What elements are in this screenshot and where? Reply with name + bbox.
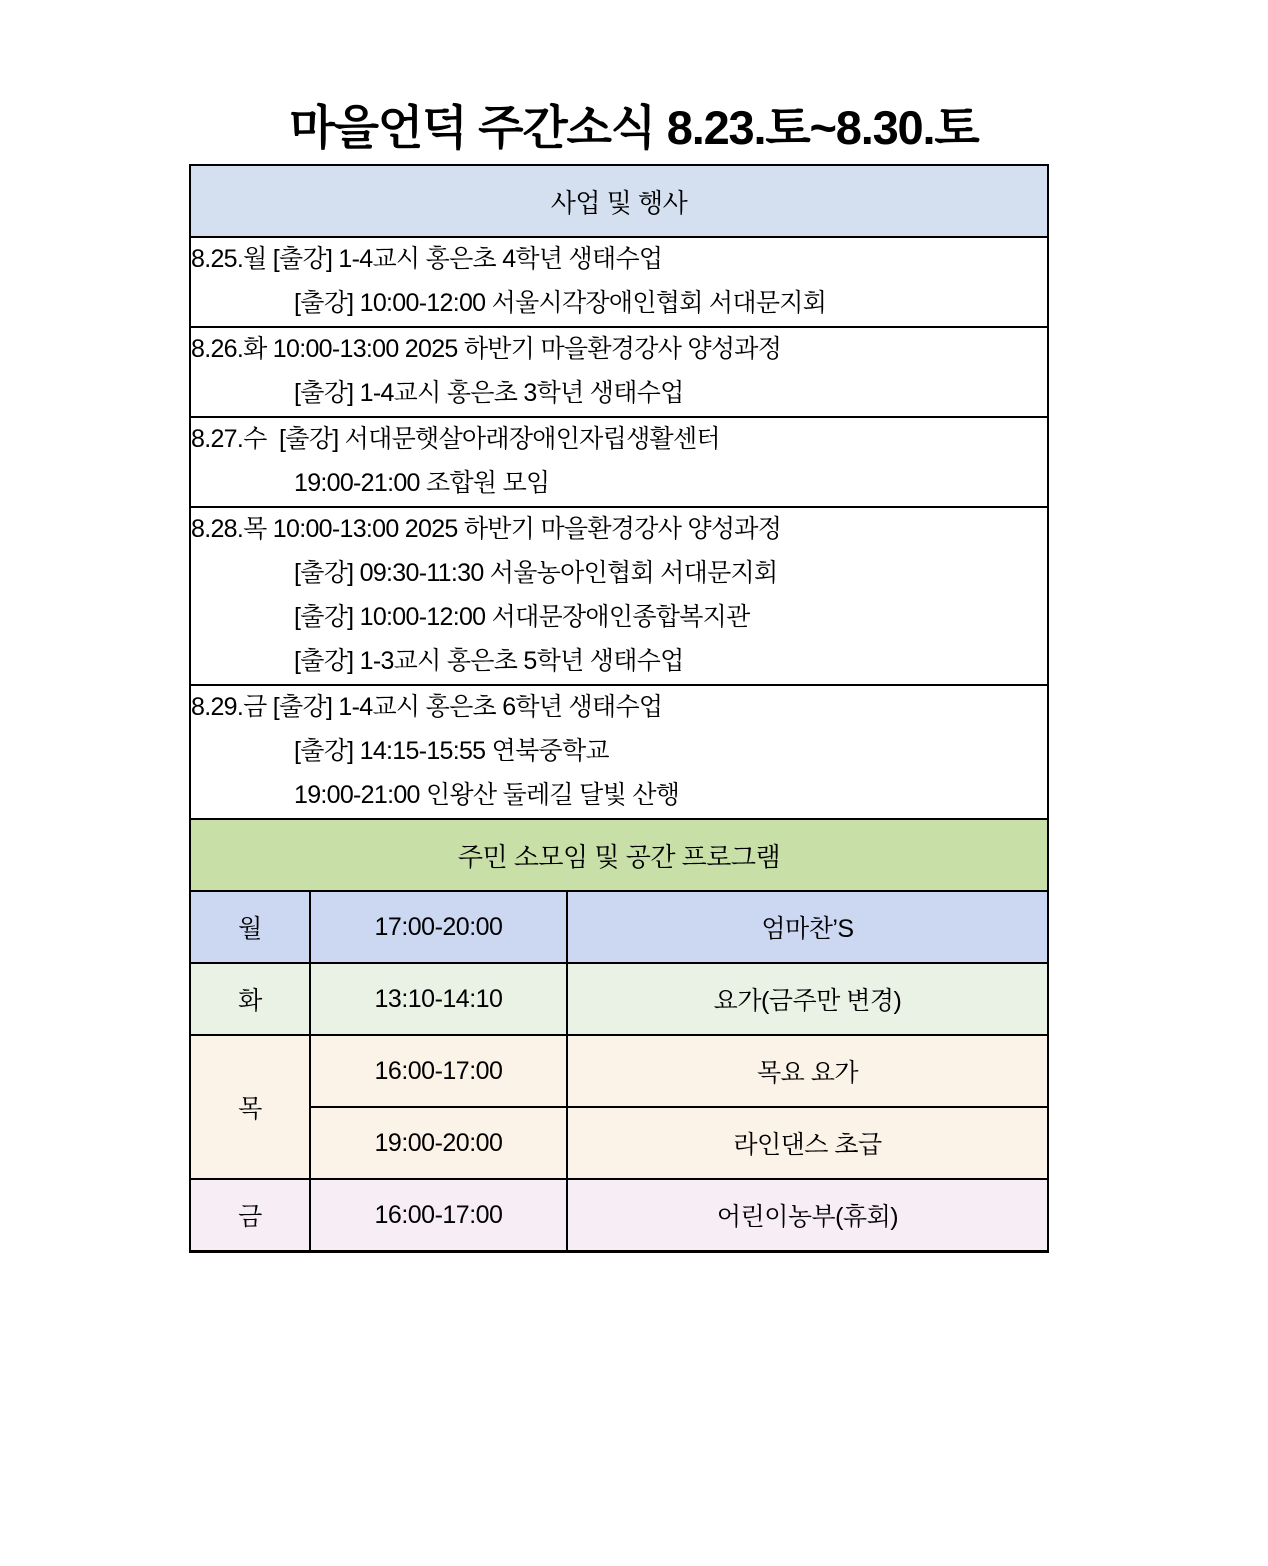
program-title: 요가(금주만 변경) — [567, 963, 1048, 1035]
program-time: 13:10-14:10 — [310, 963, 567, 1035]
event-line: [출강] 1-4교시 홍은초 3학년 생태수업 — [294, 379, 684, 407]
event-line: [출강] 1-3교시 홍은초 5학년 생태수업 — [294, 647, 684, 675]
event-block-0825 — [190, 237, 1048, 327]
program-row-fri — [190, 1179, 1048, 1252]
event-block-0826 — [190, 327, 1048, 417]
programs-section-header: 주민 소모임 및 공간 프로그램 — [190, 819, 1048, 891]
event-line: 8.25.월 [출강] 1-4교시 홍은초 4학년 생태수업 — [191, 245, 663, 273]
event-line: 8.27.수 [출강] 서대문햇살아래장애인자립생활센터 — [191, 425, 720, 453]
event-row — [190, 685, 1048, 819]
event-line: 8.28.목 10:00-13:00 2025 하반기 마을환경강사 양성과정 — [191, 515, 782, 543]
program-title: 엄마찬’S — [567, 891, 1048, 963]
event-line: [출강] 10:00-12:00 서대문장애인종합복지관 — [294, 603, 750, 631]
event-line: 8.26.화 10:00-13:00 2025 하반기 마을환경강사 양성과정 — [191, 335, 782, 363]
event-line: [출강] 09:30-11:30 서울농아인협회 서대문지회 — [294, 559, 778, 587]
program-time: 16:00-17:00 — [310, 1035, 567, 1107]
program-title: 어린이농부(휴회) — [567, 1179, 1048, 1252]
program-title: 목요 요가 — [567, 1035, 1048, 1107]
event-line: [출강] 14:15-15:55 연북중학교 — [294, 737, 609, 765]
program-day-label: 월 — [190, 891, 310, 963]
event-row — [190, 237, 1048, 327]
program-row-mon — [190, 891, 1048, 963]
programs-section-header-row — [190, 819, 1048, 891]
program-row-thu-1 — [190, 1035, 1048, 1107]
program-row-thu-2 — [190, 1107, 1048, 1179]
event-line: 8.29.금 [출강] 1-4교시 홍은초 6학년 생태수업 — [191, 693, 663, 721]
page-title: 마을언덕 주간소식 8.23.토~8.30.토 — [289, 101, 979, 155]
program-day-label: 목 — [190, 1035, 310, 1179]
program-time: 17:00-20:00 — [310, 891, 567, 963]
program-row-tue — [190, 963, 1048, 1035]
program-day-label: 화 — [190, 963, 310, 1035]
program-title: 라인댄스 초급 — [567, 1107, 1048, 1179]
event-line: 19:00-21:00 조합원 모임 — [294, 469, 550, 497]
schedule-table — [189, 164, 1049, 1253]
program-day-label: 금 — [190, 1179, 310, 1252]
event-block-0828 — [190, 507, 1048, 685]
event-row — [190, 417, 1048, 507]
event-line: [출강] 10:00-12:00 서울시각장애인협회 서대문지회 — [294, 289, 827, 317]
event-row — [190, 327, 1048, 417]
event-row — [190, 507, 1048, 685]
program-time: 19:00-20:00 — [310, 1107, 567, 1179]
program-time: 16:00-17:00 — [310, 1179, 567, 1252]
event-line: 19:00-21:00 인왕산 둘레길 달빛 산행 — [294, 781, 680, 809]
event-block-0827 — [190, 417, 1048, 507]
events-section-header: 사업 및 행사 — [190, 165, 1048, 237]
event-block-0829 — [190, 685, 1048, 819]
events-section-header-row — [190, 165, 1048, 237]
